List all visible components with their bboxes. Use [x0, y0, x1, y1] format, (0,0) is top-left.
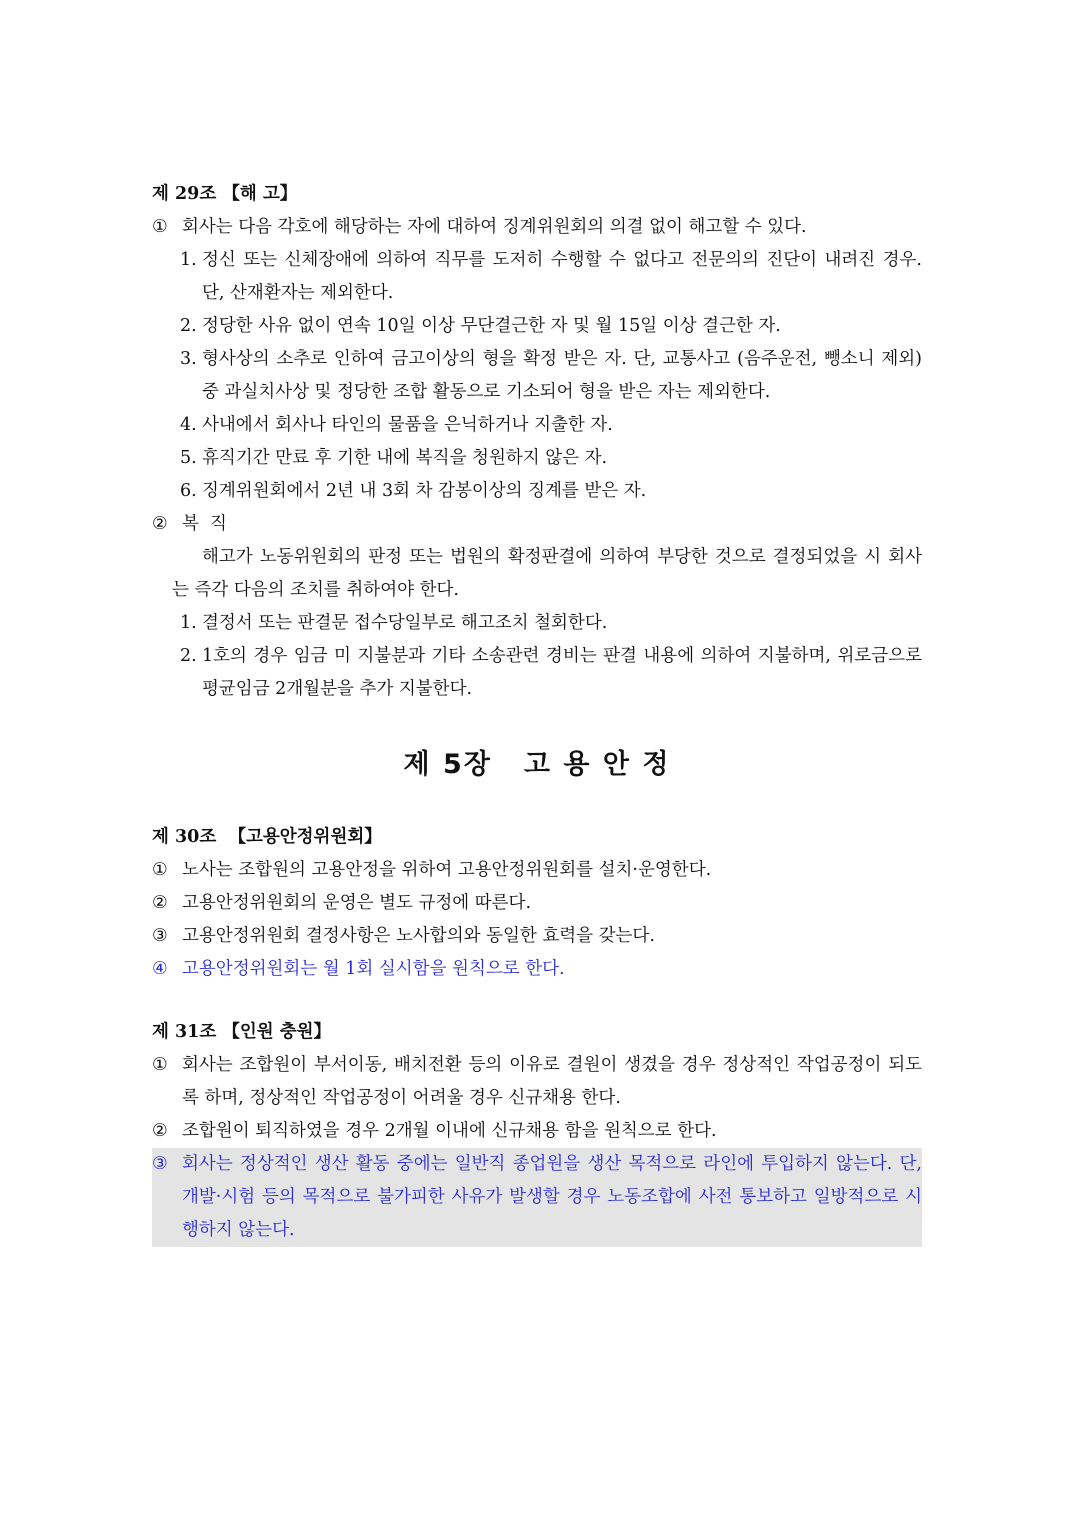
article-30-item-4-revised: [152, 953, 922, 986]
chapter-heading: [152, 742, 922, 781]
circled-number: ③: [152, 926, 168, 946]
item-text: 고용안정위원회 결정사항은 노사합의와 동일한 효력을 갖는다.: [182, 926, 655, 946]
circled-number: ①: [152, 217, 168, 237]
article-29-item-1: [152, 211, 922, 244]
sub-text: 휴직기간 만료 후 기한 내에 복직을 청원하지 않은 자.: [202, 448, 608, 468]
article-31-item-1: [152, 1049, 922, 1115]
circled-number: ②: [152, 1121, 168, 1141]
article-29-sub-4: [180, 409, 922, 442]
item-text: 노사는 조합원의 고용안정을 위하여 고용안정위원회를 설치·운영한다.: [182, 860, 712, 880]
circled-number: ②: [152, 514, 168, 534]
sub-number: 1.: [180, 613, 197, 633]
circled-number: ②: [152, 893, 168, 913]
sub-text: 결정서 또는 판결문 접수당일부로 해고조치 철회한다.: [202, 613, 608, 633]
sub-text: 정당한 사유 없이 연속 10일 이상 무단결근한 자 및 월 15일 이상 결근한 자.: [202, 316, 781, 336]
reinstatement-sub-1: [180, 607, 922, 640]
circled-number: ④: [152, 959, 168, 979]
article-30-item-2: [152, 887, 922, 920]
article-30-title: 제 30조 【고용안정위원회】: [152, 827, 382, 847]
sub-number: 3.: [180, 349, 197, 369]
article-31-item-3-revised: [152, 1148, 922, 1247]
circled-number: ③: [152, 1154, 168, 1174]
sub-text: 형사상의 소추로 인하여 금고이상의 형을 확정 받은 자. 단, 교통사고 (음주운전, 뺑소니 제외) 중 과실치사상 및 정당한 조합 활동으로 기소되어 형을 받은 자는 제외한다.: [202, 349, 922, 402]
chapter-number: 제 5장: [403, 749, 492, 780]
sub-text: 정신 또는 신체장애에 의하여 직무를 도저히 수행할 수 없다고 전문의의 진단이 내려진 경우. 단, 산재환자는 제외한다.: [202, 250, 922, 303]
document-body: [152, 178, 922, 1247]
reinstatement-sub-2: [180, 640, 922, 706]
sub-number: 6.: [180, 481, 197, 501]
sub-number: 2.: [180, 316, 197, 336]
item-text: 회사는 정상적인 생산 활동 중에는 일반직 종업원을 생산 목적으로 라인에 투입하지 않는다. 단, 개발·시험 등의 목적으로 불가피한 사유가 발생할 경우 노동조합에 사전 통보하고 일방적으로 시행하지 않는다.: [182, 1154, 922, 1240]
circled-number: ①: [152, 860, 168, 880]
article-29-sub-5: [180, 442, 922, 475]
article-29-sub-2: [180, 310, 922, 343]
sub-number: 5.: [180, 448, 197, 468]
sub-text: 징계위원회에서 2년 내 3회 차 감봉이상의 징계를 받은 자.: [202, 481, 647, 501]
sub-number: 4.: [180, 415, 197, 435]
circled-number: ①: [152, 1055, 168, 1075]
item-text: 고용안정위원회는 월 1회 실시함을 원칙으로 한다.: [182, 959, 565, 979]
article-29-sub-6: [180, 475, 922, 508]
article-29-sub-1: [180, 244, 922, 310]
item-text: 고용안정위원회의 운영은 별도 규정에 따른다.: [182, 893, 532, 913]
item-text: 복 직: [182, 514, 227, 534]
item-text: 회사는 다음 각호에 해당하는 자에 대하여 징계위원회의 의결 없이 해고할 수 있다.: [182, 217, 807, 237]
reinstatement-paragraph: 해고가 노동위원회의 판정 또는 법원의 확정판결에 의하여 부당한 것으로 결정되었을 시 회사는 즉각 다음의 조치를 취하여야 한다.: [172, 547, 922, 600]
item-text: 회사는 조합원이 부서이동, 배치전환 등의 이유로 결원이 생겼을 경우 정상적인 작업공정이 되도록 하며, 정상적인 작업공정이 어려울 경우 신규채용 한다.: [182, 1055, 922, 1108]
article-29-item-2: [152, 508, 922, 541]
article-30-item-1: [152, 854, 922, 887]
article-29-sub-3: [180, 343, 922, 409]
sub-number: 1.: [180, 250, 197, 270]
chapter-title: 고 용 안 정: [523, 749, 671, 780]
sub-text: 사내에서 회사나 타인의 물품을 은닉하거나 지출한 자.: [202, 415, 613, 435]
sub-text: 1호의 경우 임금 미 지불분과 기타 소송관련 경비는 판결 내용에 의하여 지불하며, 위로금으로 평균임금 2개월분을 추가 지불한다.: [202, 646, 922, 699]
article-29-title: 제 29조 【해 고】: [152, 184, 298, 204]
sub-number: 2.: [180, 646, 197, 666]
item-text: 조합원이 퇴직하였을 경우 2개월 이내에 신규채용 함을 원칙으로 한다.: [182, 1121, 717, 1141]
article-31-item-2: [152, 1115, 922, 1148]
article-30-item-3: [152, 920, 922, 953]
article-31-title: 제 31조 【인원 충원】: [152, 1022, 332, 1042]
